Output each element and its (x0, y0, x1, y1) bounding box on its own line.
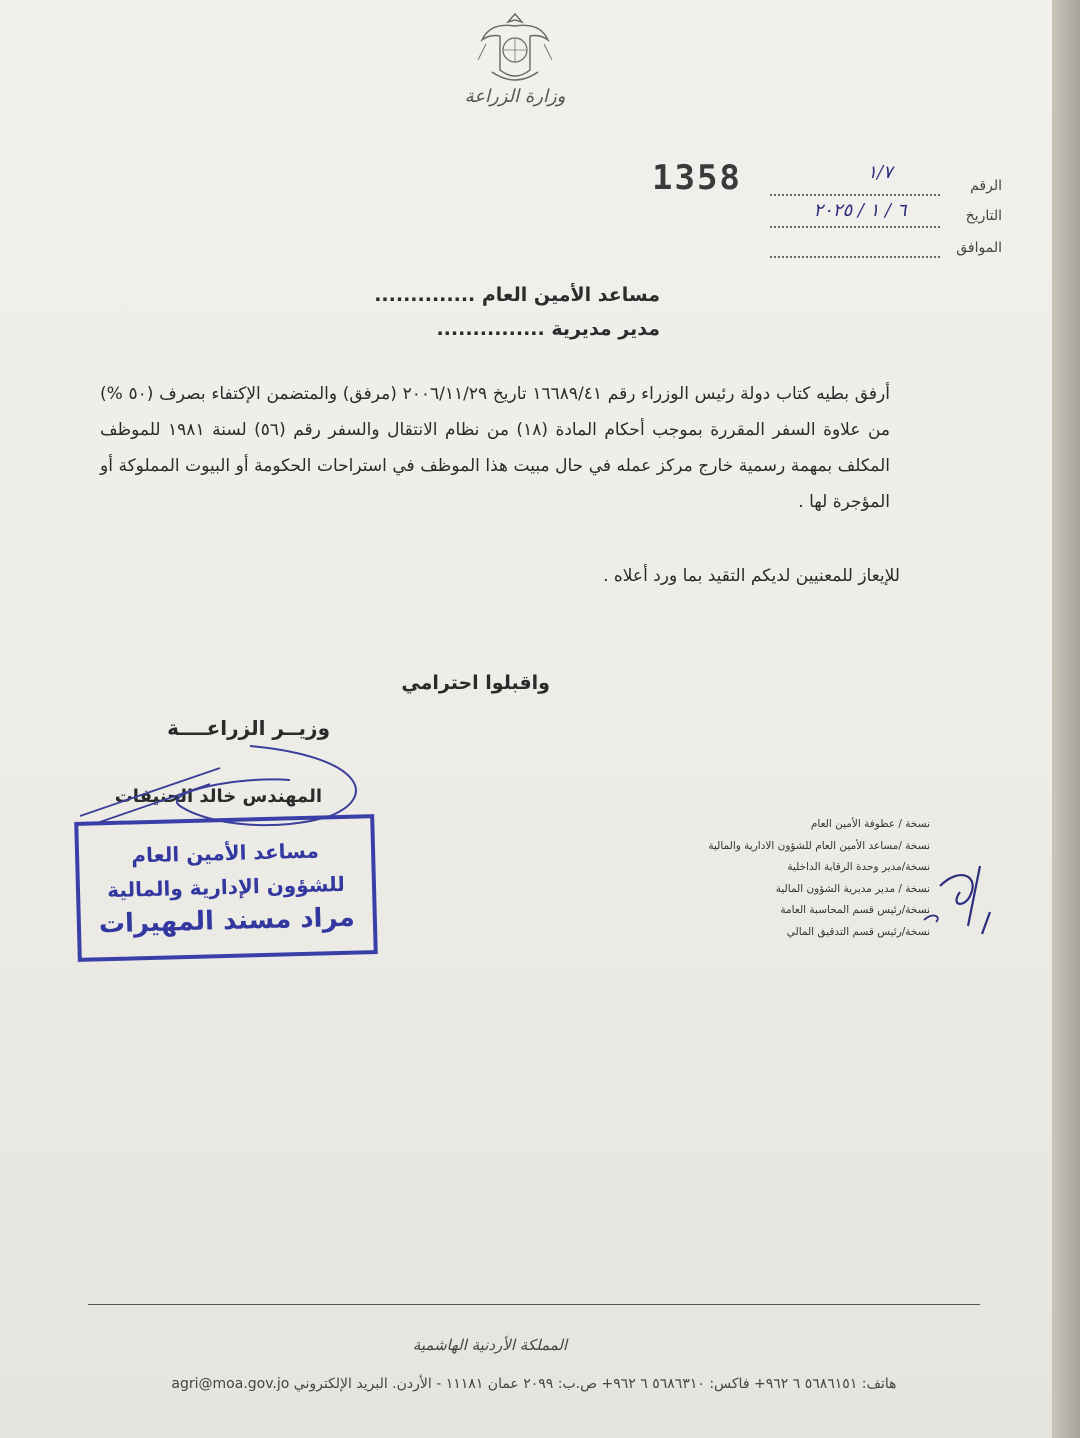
copy-item: نسخة /مساعد الأمين العام للشؤون الادارية والمالية (708, 839, 930, 852)
corresponding-line (770, 256, 940, 258)
date-line (770, 226, 940, 228)
stamp-line-3: مراد مسند المهيرات (98, 902, 356, 940)
closing-regards: واقبلوا احترامي (401, 672, 550, 694)
notice-line: للإيعاز للمعنيين لديكم التقيد بما ورد أعلاه . (603, 566, 900, 586)
reference-stamp-number: 1358 (652, 158, 742, 198)
initials-icon (920, 856, 1010, 946)
copies-list (600, 814, 930, 943)
footer-contact: هاتف: ٥٦٨٦١٥١ ٦ ٩٦٢+ فاكس: ٥٦٨٦٣١٠ ٦ ٩٦٢+ ص.ب: ٢٠٩٩ عمان ١١١٨١ - الأردن. البريد الإلكتروني agri@moa.gov.jo (171, 1376, 897, 1392)
ministry-name: وزارة الزراعة (464, 86, 566, 107)
coat-of-arms-icon (470, 10, 560, 88)
number-line (770, 194, 940, 196)
corresponding-label: الموافق (956, 240, 1002, 256)
body-paragraph: أرفق بطيه كتاب دولة رئيس الوزراء رقم ١٦٦٨٩/٤١ تاريخ ٢٠٠٦/١١/٢٩ (مرفق) والمتضمن الإكتفاء بصرف (٥٠ %) من علاوة السفر المقررة بموجب أحكام المادة (١٨) من نظام الانتقال والسفر رقم (٥٦) لسنة ١٩٨١ للموظف المكلف بمهمة رسمية خارج مركز عمله في حال مبيت هذا الموظف في استراحات الحكومة أو البيوت المملوكة أو المؤجرة لها . (100, 384, 891, 512)
copy-item: نسخة/رئيس قسم التدقيق المالي (786, 925, 930, 938)
addressee-line-1: مساعد الأمين العام .............. (374, 284, 660, 306)
footer-divider (88, 1304, 980, 1305)
copy-item: نسخة/مدير وحدة الرقابة الداخلية (787, 861, 930, 873)
page-edge (1052, 0, 1080, 1438)
official-stamp (74, 814, 378, 962)
copy-item: نسخة / مدير مديرية الشؤون المالية (775, 882, 930, 895)
date-value: ٦ / ١ / ٢٠٢٥ (813, 200, 907, 221)
date-label: التاريخ (965, 208, 1002, 224)
copy-item: نسخة/رئيس قسم المحاسبة العامة (780, 904, 930, 916)
footer-kingdom: المملكة الأردنية الهاشمية (412, 1336, 568, 1354)
minister-name: المهندس خالد الحنيفات (114, 786, 322, 807)
copy-item: نسخة / عطوفة الأمين العام (810, 818, 930, 830)
stamp-line-2: للشؤون الإدارية والمالية (106, 871, 346, 903)
number-value: ١/٧ (867, 162, 893, 183)
stamp-line-1: مساعد الأمين العام (131, 838, 320, 868)
addressee-line-2: مدير مديرية ............... (436, 318, 660, 340)
minister-title: وزيــر الزراعــــة (167, 716, 330, 740)
number-label: الرقم (970, 178, 1002, 194)
